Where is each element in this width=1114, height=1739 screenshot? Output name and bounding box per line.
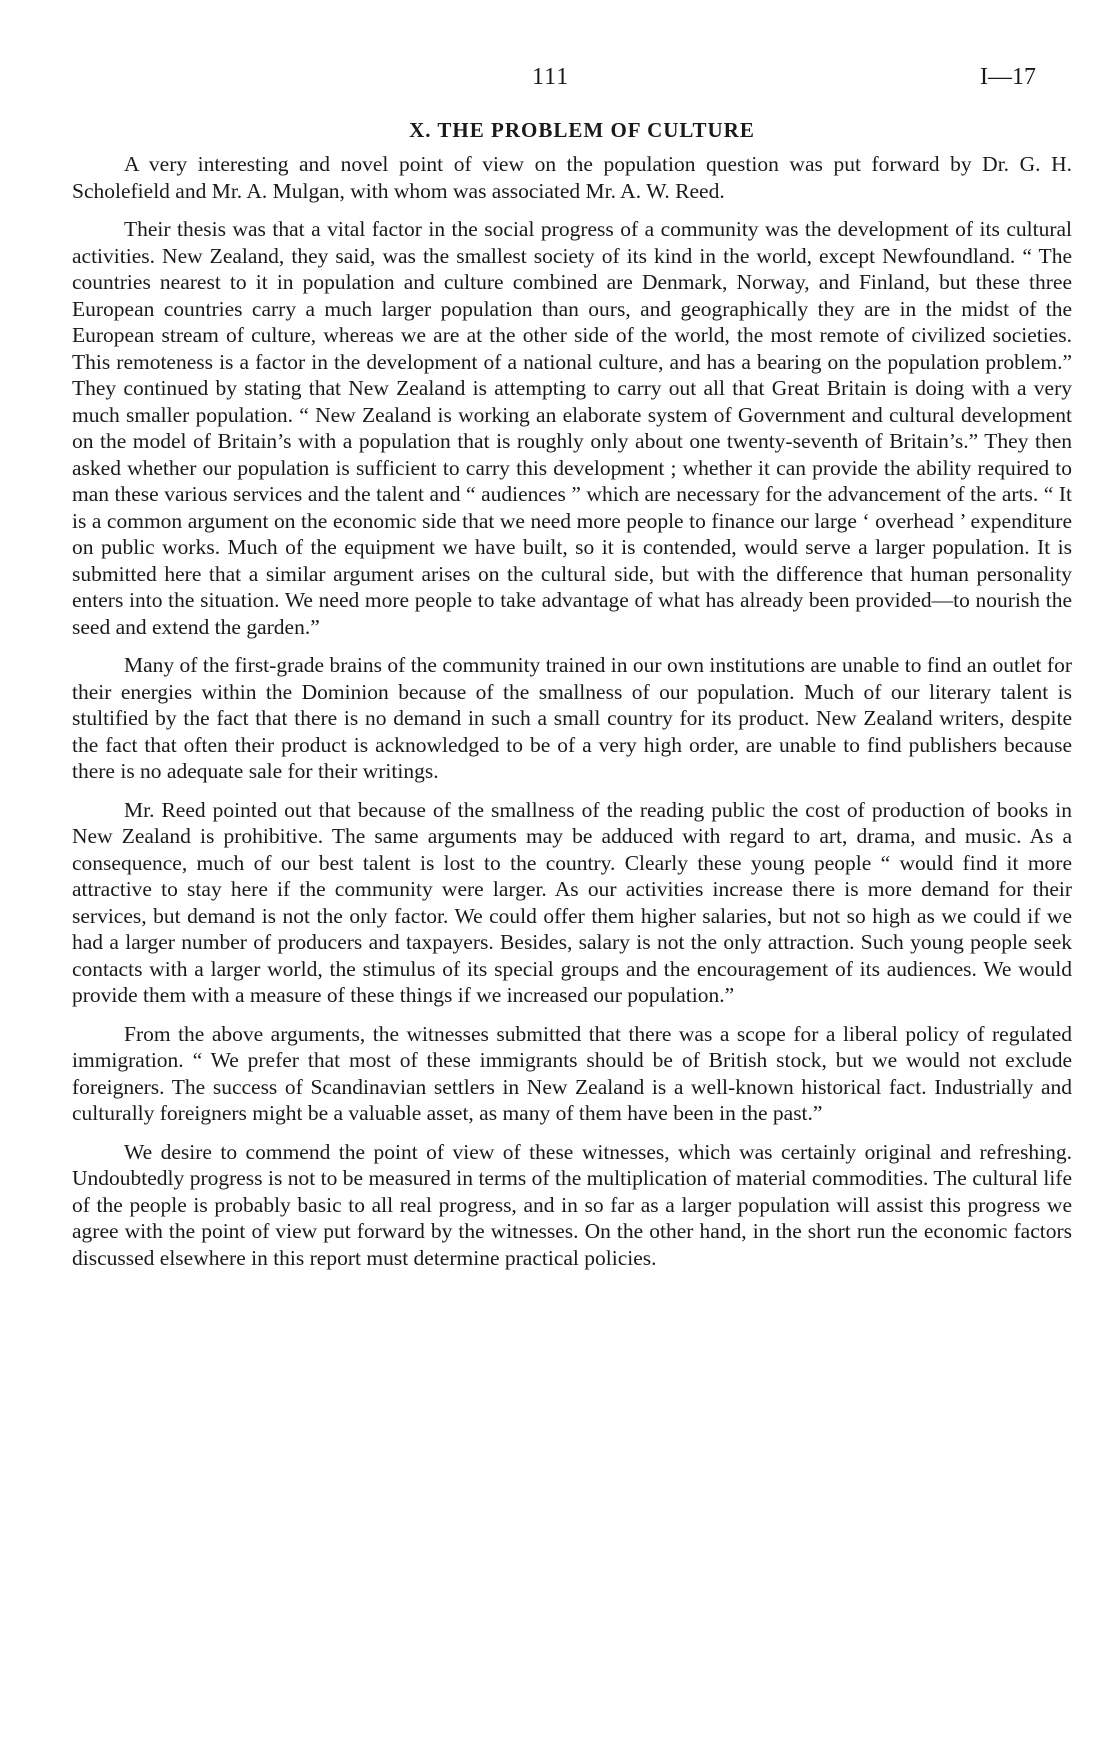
document-reference: I—17 [980, 64, 1036, 90]
page-header [72, 64, 1072, 104]
section-title: X. THE PROBLEM OF CULTURE [409, 118, 755, 142]
paragraph-intro: A very interesting and novel point of view on the population question was put forward by Dr. G. H. Scholefield and Mr. A. Mulgan, with whom was associated Mr. A. W. Reed. [72, 152, 1072, 203]
paragraph-reed: Mr. Reed pointed out that because of the smallness of the reading public the cost of production of books in New Zealand is prohibitive. The same arguments may be adduced with regard to art, drama, and music. As a consequence, much of our best talent is lost to the country. Clearly these young people “ would find it more attractive to stay here if the community were larger. As our activities increase there is more demand for their services, but demand is not the only factor. We could offer them higher salaries, but not so high as we could if we had a larger number of producers and taxpayers. Besides, salary is not the only attraction. Such young people seek contacts with a larger world, the stimulus of its special groups and the encouragement of its audiences. We would provide them with a measure of these things if we increased our population.” [72, 797, 1072, 1007]
page-number: 111 [532, 64, 570, 90]
paragraph-thesis: Their thesis was that a vital factor in the social progress of a community was the development of its cultural activities. New Zealand, they said, was the smallest society of its kind in the world, except Newfoundland. “ The countries nearest to it in population and culture combined are Denmark, Norway, and Finland, but these three European countries carry a much larger population than ours, and geographically they are in the midst of the European stream of culture, whereas we are at the other side of the world, the most remote of civilized societies. This remoteness is a factor in the development of a national culture, and has a bearing on the population problem.” They continued by stating that New Zealand is attempting to carry out all that Great Britain is doing with a very much smaller population. “ New Zealand is working an elaborate system of Government and cultural development on the model of Britain’s with a population that is roughly only about one twenty-seventh of Britain’s.” They then asked whether our population is sufficient to carry this development ; whether it can provide the ability required to man these various services and the talent and “ audiences ” which are necessary for the advancement of the arts. “ It is a common argument on the economic side that we need more people to finance our large ‘ overhead ’ expenditure on public works. Much of the equipment we have built, so it is contended, would serve a larger population. It is submitted here that a similar argument arises on the cultural side, but with the difference that human personality enters into the situation. We need more people to take advantage of what has already been provided—to nourish the seed and extend the garden.” [72, 217, 1072, 639]
document-page [72, 64, 1072, 1283]
paragraph-brains: Many of the first-grade brains of the community trained in our own institutions are unable to find an outlet for their energies within the Dominion because of the smallness of our population. Much of our literary talent is stultified by the fact that there is no demand in such a small country for its product. New Zealand writers, despite the fact that often their product is acknowledged to be of a very high order, are unable to find publishers because there is no adequate sale for their writings. [72, 653, 1072, 783]
paragraph-conclusion: We desire to commend the point of view of these witnesses, which was certainly original and refreshing. Undoubtedly progress is not to be measured in terms of the multiplication of material commodities. The cultural life of the people is probably basic to all real progress, and in so far as a larger population will assist this progress we agree with the point of view put forward by the witnesses. On the other hand, in the short run the economic factors discussed elsewhere in this report must determine practical policies. [72, 1139, 1072, 1270]
paragraph-immigration: From the above arguments, the witnesses submitted that there was a scope for a liberal policy of regulated immigration. “ We prefer that most of these immigrants should be of British stock, but we would not exclude foreigners. The success of Scandinavian settlers in New Zealand is a well-known historical fact. Industrially and culturally foreigners might be a valuable asset, as many of them have been in the past.” [72, 1021, 1072, 1125]
